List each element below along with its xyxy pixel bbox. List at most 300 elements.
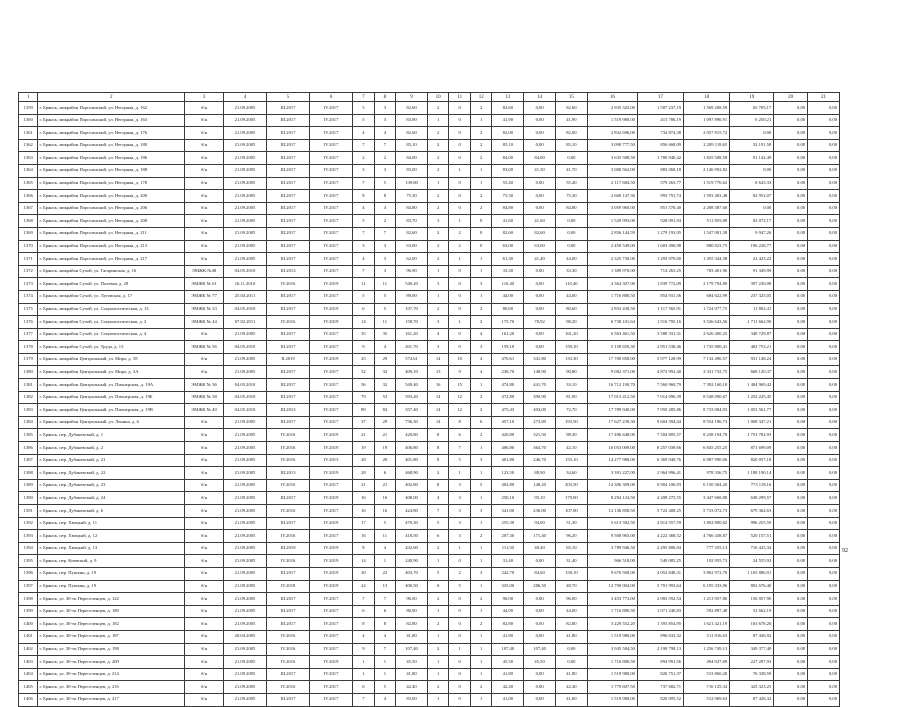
table-cell: 2 179 794,89 bbox=[684, 278, 730, 291]
table-cell: 04.05.2010 bbox=[223, 404, 266, 417]
table-cell: 3 bbox=[449, 505, 471, 518]
table-cell: 0,00 bbox=[808, 656, 840, 669]
column-number: 11 bbox=[449, 93, 471, 102]
table-cell: 802 676,40 bbox=[730, 580, 774, 593]
table-cell: 24 555,92 bbox=[730, 555, 774, 568]
address-cell: г. Брянск, ул. 30-ти Переселенцев, д. 217 bbox=[38, 693, 185, 706]
table-cell: 520 157,51 bbox=[730, 530, 774, 543]
table-cell: 0,00 bbox=[774, 253, 808, 266]
table-row bbox=[19, 227, 840, 240]
table-cell: 513 860,20 bbox=[684, 668, 730, 681]
table-cell: 0,00 bbox=[524, 630, 556, 643]
table-cell: 5 bbox=[427, 517, 449, 530]
table-cell: 0,00 bbox=[774, 391, 808, 404]
table-cell: 0,00 bbox=[774, 580, 808, 593]
address-cell: г. Брянск, ул. 30-ти Переселенцев, д. 187 bbox=[38, 630, 185, 643]
table-cell: 9 bbox=[353, 643, 375, 656]
table-cell: 2 146 992,82 bbox=[684, 164, 730, 177]
table-cell: 2 083 592,54 bbox=[637, 593, 683, 606]
table-cell: 7 504 805,57 bbox=[637, 429, 683, 442]
table-cell: 1 724 077,75 bbox=[684, 303, 730, 316]
table-cell: IV.2017 bbox=[310, 152, 353, 165]
table-cell: 1 252 225,45 bbox=[730, 391, 774, 404]
table-cell: 1401 bbox=[19, 630, 38, 643]
table-cell: 88,90 bbox=[524, 467, 556, 480]
table-cell: IV.2016 bbox=[267, 479, 310, 492]
table-cell: 80,60 bbox=[555, 303, 587, 316]
table-cell: 1 519 980,00 bbox=[587, 668, 637, 681]
table-cell: 2 668 147,30 bbox=[587, 190, 637, 203]
table-cell: 236,70 bbox=[492, 366, 524, 379]
table-cell: 0,00 bbox=[774, 693, 808, 706]
table-cell: 6 bbox=[427, 580, 449, 593]
table-cell: 0,00 bbox=[774, 492, 808, 505]
table-cell: 2 bbox=[427, 542, 449, 555]
table-cell: 41,00 bbox=[492, 693, 524, 706]
table-row bbox=[19, 668, 840, 681]
table-cell: 1 716 880,50 bbox=[587, 290, 637, 303]
table-cell: 403,00 bbox=[524, 404, 556, 417]
table-row bbox=[19, 290, 840, 303]
table-cell: 928 091,94 bbox=[637, 215, 683, 228]
table-cell: 1 bbox=[470, 630, 492, 643]
table-cell: 0 bbox=[449, 139, 471, 152]
table-cell: 3 bbox=[470, 505, 492, 518]
table-cell: 0,00 bbox=[524, 668, 556, 681]
column-number: 13 bbox=[492, 93, 524, 102]
table-cell: 0,00 bbox=[808, 303, 840, 316]
table-cell: 4 bbox=[374, 202, 396, 215]
table-cell: 1 bbox=[470, 467, 492, 480]
table-cell: 17 627 239,30 bbox=[587, 416, 637, 429]
table-cell: 0 bbox=[470, 240, 492, 253]
address-cell: г. Брянск, микрайон Поросинский, ул. Негорная, д. 180 bbox=[38, 139, 185, 152]
table-cell: 2 117 684,50 bbox=[587, 177, 637, 190]
table-cell: 07.02.2011 bbox=[223, 316, 266, 329]
table-cell: 21.09.2005 bbox=[223, 618, 266, 631]
table-row bbox=[19, 580, 840, 593]
table-cell: IV.2013 bbox=[310, 454, 353, 467]
table-cell: 75,30 bbox=[555, 190, 587, 203]
column-number: 8 bbox=[374, 93, 396, 102]
table-cell: 0,00 bbox=[808, 542, 840, 555]
column-number: 5 bbox=[267, 93, 310, 102]
table-cell: 21.09.2005 bbox=[223, 555, 266, 568]
table-cell: 6 250,21 bbox=[730, 114, 774, 127]
table-cell: 0 bbox=[449, 656, 471, 669]
table-cell: 1398 bbox=[19, 593, 38, 606]
table-cell: 931 148,24 bbox=[730, 353, 774, 366]
table-cell: 107,70 bbox=[396, 303, 428, 316]
table-cell: 0,00 bbox=[774, 152, 808, 165]
table-cell: 82,80 bbox=[555, 618, 587, 631]
table-cell: III.2017 bbox=[267, 127, 310, 140]
table-cell: IV.2017 bbox=[310, 328, 353, 341]
table-cell: IV.2019 bbox=[310, 467, 353, 480]
table-cell: 3 bbox=[374, 240, 396, 253]
table-cell: 8 bbox=[374, 190, 396, 203]
table-cell: 55,40 bbox=[492, 177, 524, 190]
table-cell: 0,00 bbox=[808, 240, 840, 253]
table-cell: 0 bbox=[449, 278, 471, 291]
table-cell: 14 bbox=[427, 416, 449, 429]
table-cell: 44,00 bbox=[555, 290, 587, 303]
table-cell: 1400 bbox=[19, 618, 38, 631]
table-cell: 0,00 bbox=[774, 429, 808, 442]
table-cell: 6 845 255,25 bbox=[684, 442, 730, 455]
table-cell: 2 bbox=[470, 152, 492, 165]
table-row bbox=[19, 567, 840, 580]
table-cell: III.2017 bbox=[267, 391, 310, 404]
table-cell: 2 814 557,59 bbox=[637, 517, 683, 530]
table-cell: IV.2019 bbox=[310, 429, 353, 442]
table-cell: 401,80 bbox=[492, 454, 524, 467]
address-cell: г. Брянск, микрайон Поросинский, ул. Негорная, д. 208 bbox=[38, 215, 185, 228]
table-cell: б/н bbox=[185, 152, 224, 165]
table-cell: 0,00 bbox=[808, 555, 840, 568]
table-row bbox=[19, 215, 840, 228]
table-cell: 21.09.2005 bbox=[223, 492, 266, 505]
table-cell: 3 bbox=[374, 253, 396, 266]
address-cell: г. Брянск, пер. Дубаневский, д. 21 bbox=[38, 454, 185, 467]
table-cell: 41,80 bbox=[555, 668, 587, 681]
table-cell: 549,40 bbox=[396, 379, 428, 392]
table-cell: 9 508 965,00 bbox=[587, 530, 637, 543]
table-cell: 978 336,75 bbox=[684, 467, 730, 480]
table-cell: IV.2016 bbox=[267, 656, 310, 669]
table-cell: 0,00 bbox=[774, 643, 808, 656]
table-cell: 21.09.2005 bbox=[223, 429, 266, 442]
table-cell: III.2017 bbox=[267, 152, 310, 165]
table-cell: IV.2017 bbox=[310, 341, 353, 354]
table-cell: 21 bbox=[374, 479, 396, 492]
table-cell: 0,00 bbox=[808, 190, 840, 203]
table-cell: 32 bbox=[353, 366, 375, 379]
table-cell: 240,90 bbox=[396, 555, 428, 568]
table-cell: 2 bbox=[427, 190, 449, 203]
table-cell: 4 766 438,87 bbox=[684, 530, 730, 543]
table-cell: 1 bbox=[470, 177, 492, 190]
table-row bbox=[19, 177, 840, 190]
table-cell: 107,40 bbox=[396, 643, 428, 656]
table-cell: 512 969,63 bbox=[684, 693, 730, 706]
table-cell: III.2017 bbox=[267, 253, 310, 266]
table-cell: 255,30 bbox=[492, 517, 524, 530]
table-cell: 0,00 bbox=[808, 353, 840, 366]
table-cell: III.2017 bbox=[267, 668, 310, 681]
table-cell: 0,00 bbox=[774, 542, 808, 555]
table-cell: 5 bbox=[353, 290, 375, 303]
table-cell: 3 635 588,50 bbox=[587, 152, 637, 165]
table-cell: 86,90 bbox=[396, 605, 428, 618]
table-cell: 0,00 bbox=[774, 114, 808, 127]
table-cell: 0,00 bbox=[774, 555, 808, 568]
table-cell: б/н bbox=[185, 127, 224, 140]
table-cell: 82,80 bbox=[396, 618, 428, 631]
table-cell: 0,00 bbox=[808, 605, 840, 618]
table-cell: 10 bbox=[449, 353, 471, 366]
table-cell: 880 823,75 bbox=[684, 240, 730, 253]
table-cell: 17 700 858,00 bbox=[587, 353, 637, 366]
table-cell: 82,60 bbox=[396, 127, 428, 140]
table-cell: 1 bbox=[470, 580, 492, 593]
table-cell: 0,00 bbox=[808, 442, 840, 455]
table-cell: 8 bbox=[374, 618, 396, 631]
table-cell: 8 bbox=[427, 454, 449, 467]
table-cell: 41,40 bbox=[524, 253, 556, 266]
table-cell: 1 519 980,00 bbox=[587, 630, 637, 643]
table-cell: 0,00 bbox=[774, 164, 808, 177]
table-cell: б/н bbox=[185, 442, 224, 455]
table-cell: 820 057,18 bbox=[730, 454, 774, 467]
table-cell: 45,50 bbox=[492, 656, 524, 669]
table-cell: 21.09.2005 bbox=[223, 127, 266, 140]
table-cell: б/н bbox=[185, 227, 224, 240]
table-cell: IV.2016 bbox=[267, 530, 310, 543]
table-cell: 2 bbox=[470, 429, 492, 442]
table-cell: III.2017 bbox=[267, 693, 310, 706]
table-cell: 1 bbox=[427, 630, 449, 643]
table-cell: 0,00 bbox=[808, 618, 840, 631]
table-cell: 1365 bbox=[19, 177, 38, 190]
table-cell: 0,00 bbox=[808, 164, 840, 177]
table-row bbox=[19, 530, 840, 543]
table-cell: 1 bbox=[470, 668, 492, 681]
table-cell: IV.2017 bbox=[310, 668, 353, 681]
column-number: 19 bbox=[730, 93, 774, 102]
table-cell: IV.2019 bbox=[310, 542, 353, 555]
table-cell: 193,50 bbox=[555, 416, 587, 429]
table-cell: IV.2017 bbox=[310, 202, 353, 215]
table-cell: 1 bbox=[427, 693, 449, 706]
table-cell: 1 bbox=[449, 467, 471, 480]
table-cell: 41,80 bbox=[492, 668, 524, 681]
table-cell: IV.2018 bbox=[267, 580, 310, 593]
table-cell: 3 bbox=[427, 215, 449, 228]
table-cell: 1 455 344,38 bbox=[684, 253, 730, 266]
table-cell: 25 bbox=[353, 353, 375, 366]
table-cell: 0,00 bbox=[524, 341, 556, 354]
table-cell: 418,50 bbox=[396, 530, 428, 543]
table-cell: б/н bbox=[185, 177, 224, 190]
table-cell: III.2017 bbox=[267, 416, 310, 429]
table-cell: IV.2017 bbox=[310, 630, 353, 643]
table-cell: 0,00 bbox=[808, 265, 840, 278]
table-cell: IV.2017 bbox=[310, 605, 353, 618]
table-cell: 1 404 969,42 bbox=[730, 379, 774, 392]
table-cell: 2 bbox=[449, 227, 471, 240]
table-cell: 82 952,07 bbox=[730, 190, 774, 203]
table-cell: 82,60 bbox=[492, 102, 524, 115]
table-cell: 85,10 bbox=[492, 139, 524, 152]
table-cell: 2 bbox=[427, 127, 449, 140]
table-cell: 63,00 bbox=[492, 240, 524, 253]
address-cell: г. Брянск, пер. Хвоцкий, д. 12 bbox=[38, 530, 185, 543]
table-cell: 1 bbox=[449, 253, 471, 266]
table-cell: 476,61 bbox=[492, 353, 524, 366]
table-cell: 474,80 bbox=[492, 379, 524, 392]
table-cell: 4 bbox=[374, 693, 396, 706]
table-cell: 7 bbox=[353, 227, 375, 240]
table-cell: 2 bbox=[427, 593, 449, 606]
table-cell: 4 bbox=[374, 542, 396, 555]
table-cell: 0,00 bbox=[524, 265, 556, 278]
table-cell: 4 bbox=[427, 492, 449, 505]
table-cell: IV.2016 bbox=[267, 429, 310, 442]
table-cell: 0,00 bbox=[524, 190, 556, 203]
table-cell: 5 bbox=[374, 303, 396, 316]
table-cell: 0 bbox=[449, 303, 471, 316]
table-row bbox=[19, 353, 840, 366]
table-cell: 1 bbox=[449, 542, 471, 555]
table-row bbox=[19, 379, 840, 392]
table-row bbox=[19, 630, 840, 643]
table-cell: 82,60 bbox=[492, 227, 524, 240]
table-cell: 16 712 190,70 bbox=[587, 379, 637, 392]
table-cell: 1 bbox=[470, 164, 492, 177]
table-cell: б/н bbox=[185, 139, 224, 152]
table-cell: 0,00 bbox=[774, 567, 808, 580]
table-cell: 482 753,21 bbox=[730, 341, 774, 354]
table-row bbox=[19, 416, 840, 429]
table-cell: 0,00 bbox=[808, 328, 840, 341]
table-cell: 1 839 772,09 bbox=[637, 278, 683, 291]
table-cell: 22 bbox=[353, 580, 375, 593]
table-cell: 4 bbox=[470, 328, 492, 341]
table-cell: IV.2017 bbox=[310, 290, 353, 303]
page-number: 92 bbox=[842, 548, 848, 554]
table-cell: 684 622,99 bbox=[684, 290, 730, 303]
table-cell: 148,90 bbox=[524, 366, 556, 379]
table-cell: 41,60 bbox=[492, 215, 524, 228]
address-cell: г. Брянск, ул. 30-ти Переселенцев, д. 180 bbox=[38, 605, 185, 618]
table-cell: 5 bbox=[353, 114, 375, 127]
table-cell: 0,00 bbox=[808, 177, 840, 190]
table-cell: 1393 bbox=[19, 530, 38, 543]
table-cell: 7 bbox=[374, 593, 396, 606]
table-cell: 1 bbox=[470, 555, 492, 568]
table-cell: 335,00 bbox=[492, 580, 524, 593]
table-cell: IV.2019 bbox=[310, 517, 353, 530]
table-cell: 1 bbox=[449, 215, 471, 228]
table-cell: III.2013 bbox=[267, 265, 310, 278]
table-cell: III.2013 bbox=[267, 404, 310, 417]
table-cell: 3 526 643,56 bbox=[684, 316, 730, 329]
table-cell: 82,60 bbox=[396, 102, 428, 115]
table-cell: 737 682,71 bbox=[637, 681, 683, 694]
table-cell: 1 780 940,42 bbox=[637, 152, 683, 165]
table-cell: б/н bbox=[185, 567, 224, 580]
table-cell: 159,10 bbox=[555, 341, 587, 354]
table-cell: 21.09.2005 bbox=[223, 517, 266, 530]
table-cell: 87 436,92 bbox=[730, 630, 774, 643]
table-cell: IV.2019 bbox=[310, 555, 353, 568]
table-cell: 21 bbox=[374, 429, 396, 442]
table-cell: 851 570,40 bbox=[637, 202, 683, 215]
table-cell: 1372 bbox=[19, 265, 38, 278]
table-cell: 7 bbox=[427, 505, 449, 518]
table-cell: III.2017 bbox=[267, 102, 310, 115]
table-cell: 2 bbox=[353, 152, 375, 165]
table-cell: 3 391 227,00 bbox=[587, 467, 637, 480]
table-cell: 2 057 815,72 bbox=[684, 127, 730, 140]
table-cell: 17 496 648,00 bbox=[587, 429, 637, 442]
table-cell: 1 735 800,41 bbox=[684, 341, 730, 354]
table-cell: 424,80 bbox=[396, 505, 428, 518]
table-cell: 41,80 bbox=[492, 630, 524, 643]
table-cell: 1 802 800,02 bbox=[684, 517, 730, 530]
table-cell: 0 bbox=[449, 127, 471, 140]
table-cell: 0,00 bbox=[808, 668, 840, 681]
table-cell: 0,00 bbox=[808, 467, 840, 480]
table-cell: 820 095,52 bbox=[637, 693, 683, 706]
table-cell: 04.05.2010 bbox=[223, 391, 266, 404]
table-cell: 7 bbox=[449, 442, 471, 455]
table-cell: 5 733 072,73 bbox=[684, 505, 730, 518]
table-cell: б/н bbox=[185, 542, 224, 555]
table-cell: IV.2017 bbox=[310, 139, 353, 152]
table-cell: 1369 bbox=[19, 227, 38, 240]
table-cell: 0,00 bbox=[808, 341, 840, 354]
table-cell: 1404 bbox=[19, 668, 38, 681]
table-cell: 3 588 331,31 bbox=[637, 328, 683, 341]
table-cell: 1375 bbox=[19, 303, 38, 316]
table-cell: 44,00 bbox=[492, 290, 524, 303]
table-cell: 400,50 bbox=[396, 580, 428, 593]
table-cell: 1 bbox=[374, 555, 396, 568]
table-cell: 32 bbox=[374, 379, 396, 392]
table-cell: 2 bbox=[470, 303, 492, 316]
table-cell: 82 072,17 bbox=[730, 215, 774, 228]
table-cell: б/н bbox=[185, 253, 224, 266]
table-cell: 0,00 bbox=[774, 316, 808, 329]
address-cell: г. Брянск, микрайон Сухой, ул. Социалистическая, д. 4 bbox=[38, 328, 185, 341]
table-cell: 1 825 508,59 bbox=[684, 152, 730, 165]
table-cell: 82,00 bbox=[555, 127, 587, 140]
table-cell: 242,70 bbox=[492, 567, 524, 580]
table-cell: 42,40 bbox=[396, 681, 428, 694]
table-cell: 4 222 368,52 bbox=[637, 530, 683, 543]
table-cell: 1 519 980,00 bbox=[587, 114, 637, 127]
table-cell: 76 338,59 bbox=[730, 668, 774, 681]
table-cell: III.2013 bbox=[267, 467, 310, 480]
table-cell: 0 bbox=[449, 630, 471, 643]
table-cell: 1389 bbox=[19, 479, 38, 492]
table-cell: б/н bbox=[185, 416, 224, 429]
table-cell: 21 bbox=[353, 479, 375, 492]
column-number: 10 bbox=[427, 93, 449, 102]
table-cell: 6 bbox=[353, 681, 375, 694]
address-cell: г. Брянск, микрайон Центральный, ул. Пионерская, д. 19А bbox=[38, 379, 185, 392]
table-cell: 3 789 946,50 bbox=[587, 542, 637, 555]
table-cell: 0,00 bbox=[774, 681, 808, 694]
table-cell: 0,00 bbox=[524, 681, 556, 694]
table-cell: III.2017 bbox=[267, 328, 310, 341]
address-cell: г. Брянск, ул. 30-ти Переселенцев, д. 198 bbox=[38, 643, 185, 656]
table-row bbox=[19, 467, 840, 480]
table-cell: 61,30 bbox=[492, 253, 524, 266]
table-cell: 0,00 bbox=[774, 265, 808, 278]
table-cell: 2 bbox=[470, 618, 492, 631]
table-cell: 79 bbox=[353, 391, 375, 404]
table-cell: 3 bbox=[374, 114, 396, 127]
table-cell: 21.09.2005 bbox=[223, 442, 266, 455]
table-cell: 6 195 333,96 bbox=[684, 580, 730, 593]
table-cell: III.2017 bbox=[267, 303, 310, 316]
table-cell: 4 bbox=[353, 202, 375, 215]
table-cell: 1392 bbox=[19, 517, 38, 530]
table-cell: 475,43 bbox=[492, 404, 524, 417]
